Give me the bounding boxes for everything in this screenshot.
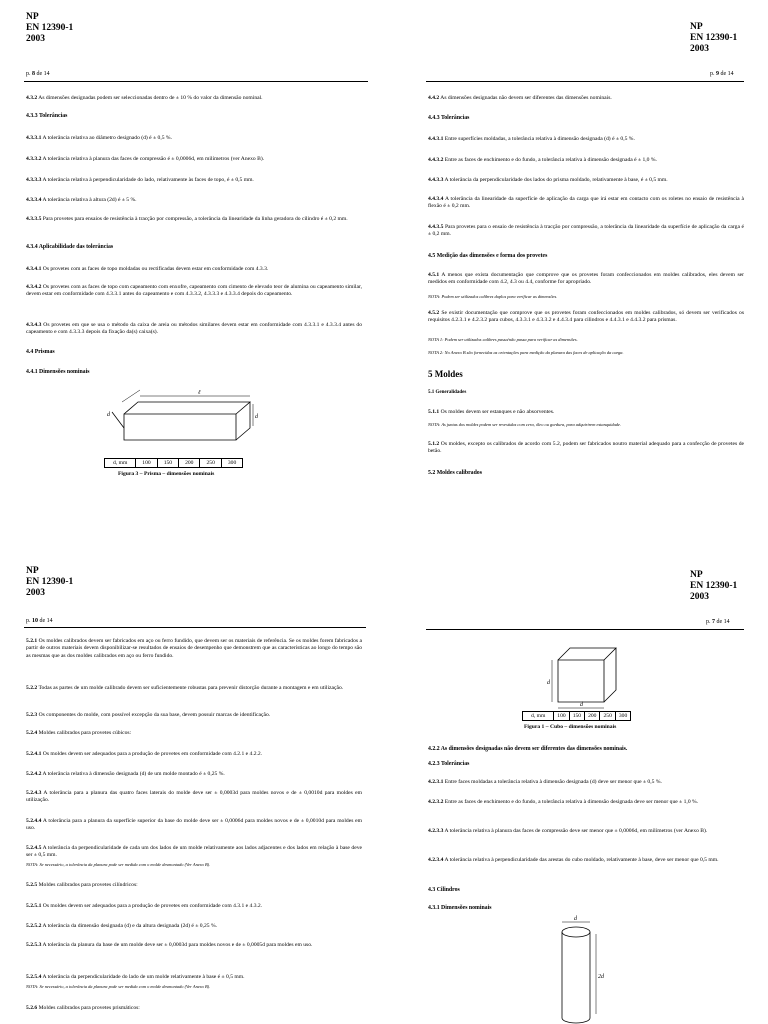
header-standard: EN 12390-1 bbox=[690, 33, 738, 43]
clause-5-2-4: 5.2.4 Moldes calibrados para provetes cúbicos: bbox=[26, 730, 132, 736]
page-header bbox=[690, 22, 737, 55]
header-standard: EN 12390-1 bbox=[26, 577, 74, 587]
cylinder-figure bbox=[552, 914, 612, 1024]
clause-4-3-3-2: 4.3.3.2 A tolerância relativa à planura das faces de compressão é ± 0,0006d, em milímetros (ver Anexo B). bbox=[26, 156, 265, 162]
page-header bbox=[26, 566, 73, 599]
clause-4-3-3-1: 4.3.3.1 A tolerância relativa ao diâmetro designado (d) é ± 0,5 %. bbox=[26, 135, 172, 141]
note-4-5-1: NOTA: Podem ser utilizados calibres duplos para verificar as dimensões. bbox=[428, 294, 558, 299]
page-number: p. 7 de 14 bbox=[706, 619, 730, 625]
page-number: p. 9 de 14 bbox=[710, 71, 734, 77]
table-cell: 150 bbox=[569, 712, 584, 721]
page-8 bbox=[0, 0, 384, 512]
page-number: p. 10 de 14 bbox=[26, 618, 53, 624]
clause-5-2-5-1: 5.2.5.1 Os moldes devem ser adequados para a produção de provetes em conformidade com 4.3.1 e 4.3.2. bbox=[26, 903, 263, 909]
header-rule bbox=[24, 627, 366, 628]
table-cell: d, mm bbox=[523, 712, 554, 721]
header-year: 2003 bbox=[690, 592, 709, 602]
table-cell: 150 bbox=[157, 459, 178, 468]
clause-4-2-3-3: 4.2.3.3 A tolerância relativa à planura das faces de compressão deve ser menor que ± 0,0006d, em milímetros (ver Anexo B). bbox=[428, 828, 708, 834]
clause-4-3-4-1: 4.3.4.1 Os provetes com as faces de topo moldadas ou rectificadas devem estar em conformidade com 4.3.3. bbox=[26, 266, 269, 272]
clause-5-2-5: 5.2.5 Moldes calibrados para provetes cilíndricos: bbox=[26, 882, 138, 888]
clause-5-1-2: 5.1.2 Os moldes, excepto os calibrados de acordo com 5.2, podem ser fabricados noutro material adequado para a confecção de provetes de betão. bbox=[428, 441, 744, 455]
table-cell: 100 bbox=[554, 712, 569, 721]
clause-5-1-1: 5.1.1 Os moldes devem ser estanques e não absorventes. bbox=[428, 409, 555, 415]
page-header bbox=[26, 12, 73, 45]
heading-4-2-3: 4.2.3 Tolerâncias bbox=[428, 761, 470, 767]
clause-4-3-3-3: 4.3.3.3 A tolerância relativa à perpendicularidade do lado, relativamente às faces de topo, é ± 0,5 mm. bbox=[26, 177, 254, 183]
header-np: NP bbox=[26, 12, 39, 22]
page-header bbox=[690, 570, 737, 603]
clause-4-4-3-4: 4.4.3.4 A tolerância da linearidade da superfície de aplicação da carga que irá estar em contacto com os roletes no ensaio de resistência à flexão é ± 0,2 mm. bbox=[428, 196, 744, 210]
prism-dimensions-table bbox=[104, 458, 243, 468]
clause-5-2-4-5: 5.2.4.5 A tolerância da perpendicularidade de cada um dos lados de um molde relativamente aos lados adjacentes e dos lados em relação à base deve ser ± 0,5 mm. bbox=[26, 845, 362, 859]
header-np: NP bbox=[26, 566, 39, 576]
figure-3-caption: Figura 3 – Prisma – dimensões nominais bbox=[118, 471, 215, 477]
clause-5-2-3: 5.2.3 Os componentes do molde, com possível excepção da sua base, devem possuir marcas de identificação. bbox=[26, 712, 271, 718]
prism-label-length: ℓ bbox=[198, 390, 201, 396]
cube-label-d-bottom: d bbox=[580, 702, 583, 708]
header-rule bbox=[24, 81, 368, 82]
clause-4-4-3-2: 4.4.3.2 Entre as faces de enchimento e do fundo, a tolerância relativa à dimensão designada é ± 1,0 %. bbox=[428, 157, 657, 163]
page-number: p. 8 de 14 bbox=[26, 71, 50, 77]
heading-5-1: 5.1 Generalidades bbox=[428, 390, 467, 395]
heading-4-5: 4.5 Medição das dimensões e forma dos provetes bbox=[428, 253, 548, 259]
clause-5-2-4-1: 5.2.4.1 Os moldes devem ser adequados para a produção de provetes em conformidade com 4.2.1 e 4.2.2. bbox=[26, 751, 263, 757]
prism-label-d-side: d bbox=[255, 414, 258, 420]
cylinder-label-2d: 2d bbox=[598, 974, 604, 980]
clause-5-2-5-2: 5.2.5.2 A tolerância da dimensão designada (d) e da altura designada (2d) é ± 0,25 %. bbox=[26, 923, 218, 929]
heading-4-3-1: 4.3.1 Dimensões nominais bbox=[428, 905, 492, 911]
header-year: 2003 bbox=[690, 44, 709, 54]
clause-4-4-3-5: 4.4.3.5 Para provetes para o ensaio de resistência à tracção por compressão, a tolerância da linearidade da superfície de aplicação da carga é ± 0,2 mm. bbox=[428, 224, 744, 238]
clause-5-2-1: 5.2.1 Os moldes calibrados devem ser fabricados em aço ou ferro fundido, que devem ser os materiais de referência. Se os moldes forem fabricados a partir de outros materiais devem disponibilizar-se resultados de ensaios de desempenho que demonstrem que as características ao longo do tempo são as mesmas que as dos moldes calibrados em aço ou ferro fundido. bbox=[26, 638, 362, 659]
heading-5-moldes: 5 Moldes bbox=[428, 369, 463, 379]
cube-figure bbox=[544, 640, 644, 712]
header-year: 2003 bbox=[26, 588, 45, 598]
page-9 bbox=[384, 0, 768, 512]
note-4-5-2-2: NOTA 2: No Anexo B são fornecidas as orientações para medição da planura das faces de aplicação da carga. bbox=[428, 350, 624, 355]
heading-4-4-1: 4.4.1 Dimensões nominais bbox=[26, 369, 90, 375]
header-rule bbox=[426, 629, 744, 630]
note-4-5-2-1: NOTA 1: Podem ser utilizados calibres passa/não passa para verificar as dimensões. bbox=[428, 337, 578, 342]
page-7 bbox=[384, 512, 768, 1024]
clause-4-2-3-1: 4.2.3.1 Entre faces moldadas a tolerância relativa à dimensão designada (d) deve ser menor que ± 0,5 %. bbox=[428, 779, 662, 785]
header-np: NP bbox=[690, 570, 703, 580]
clause-4-5-2: 4.5.2 Se existir documentação que comprove que os provetes foram confeccionados em moldes calibrados, só devem ser verificados os requisitos 4.2.3.1 e 4.2.3.2 para cubos, 4.3.3.1 e 4.3.3.2 e 4.4.3.4 para cilindros e 4.4.3.1 e 4.4.3.2 para prismas. bbox=[428, 310, 744, 324]
heading-4-3-3: 4.3.3 Tolerâncias bbox=[26, 113, 68, 119]
clause-4-4-3-3: 4.4.3.3 A tolerância da perpendicularidade dos lados do prisma moldado, relativamente à base, é ± 0,5 mm. bbox=[428, 177, 668, 183]
cube-label-d-side: d bbox=[547, 680, 550, 686]
heading-4-3: 4.3 Cilindros bbox=[428, 887, 460, 893]
clause-4-3-4-3: 4.3.4.3 Os provetes em que se usa o método da caixa de areia ou métodos similares devem estar em conformidade com 4.3.3.1 e 4.3.3.4 antes do capeamento e com 4.3.3.3 depois da fixação da(s) caixa(s). bbox=[26, 322, 362, 336]
clause-5-2-4-4: 5.2.4.4 A tolerância para a planura da superfície superior da base do molde deve ser ± 0,0006d para moldes novos e de ± 0,0010d para moldes em uso. bbox=[26, 818, 362, 832]
clause-4-3-2: 4.3.2 As dimensões designadas podem ser seleccionadas dentro de ± 10 % do valor da dimensão nominal. bbox=[26, 95, 263, 101]
table-cell: 200 bbox=[179, 459, 200, 468]
table-cell: 100 bbox=[136, 459, 157, 468]
table-cell: 250 bbox=[200, 459, 221, 468]
clause-5-2-4-3: 5.2.4.3 A tolerância para a planura das quatro faces laterais do molde deve ser ± 0,0003d para moldes novos e de ± 0,0010d para moldes em utilização. bbox=[26, 790, 362, 804]
page-10 bbox=[0, 512, 384, 1024]
heading-5-2: 5.2 Moldes calibrados bbox=[428, 470, 482, 476]
header-year: 2003 bbox=[26, 34, 45, 44]
clause-5-2-5-4: 5.2.5.4 A tolerância da perpendicularidade do lado de um molde relativamente à base é ± 0,5 mm. bbox=[26, 974, 245, 980]
heading-4-3-4: 4.3.4 Aplicabilidade das tolerâncias bbox=[26, 244, 114, 250]
clause-4-4-3-1: 4.4.3.1 Entre superfícies moldadas, a tolerância relativa à dimensão designada (d) é ± 0,5 %. bbox=[428, 136, 635, 142]
table-cell: 300 bbox=[615, 712, 630, 721]
heading-4-4-3: 4.4.3 Tolerâncias bbox=[428, 115, 470, 121]
table-cell: 200 bbox=[585, 712, 600, 721]
table-cell: d, mm bbox=[105, 459, 136, 468]
note-5-2-4-5: NOTA: Se necessário, a tolerância da planura pode ser medida com o molde desmontado (Ver Anexo B). bbox=[26, 862, 211, 867]
clause-5-2-2: 5.2.2 Todas as partes de um molde calibrado devem ser suficientemente robustas para prevenir distorção durante a montagem e em utilização. bbox=[26, 685, 344, 691]
cube-dimensions-table bbox=[522, 711, 631, 721]
clause-5-2-6: 5.2.6 Moldes calibrados para provetes prismáticos: bbox=[26, 1005, 140, 1011]
clause-4-4-2: 4.4.2 As dimensões designadas não devem ser diferentes das dimensões nominais. bbox=[428, 95, 612, 101]
prism-figure bbox=[100, 388, 280, 458]
clause-4-2-2: 4.2.2 As dimensões designadas não devem ser diferentes das dimensões nominais. bbox=[428, 746, 628, 752]
clause-5-2-4-2: 5.2.4.2 A tolerância relativa à dimensão designada (d) de um molde montado é ± 0,25 %. bbox=[26, 771, 225, 777]
clause-4-3-3-4: 4.3.3.4 A tolerância relativa à altura (2d) é ± 5 %. bbox=[26, 197, 137, 203]
table-cell: 300 bbox=[221, 459, 242, 468]
header-standard: EN 12390-1 bbox=[690, 581, 738, 591]
clause-5-2-5-3: 5.2.5.3 A tolerância da planura da base de um molde deve ser ± 0,0003d para moldes novos e de ± 0,0005d para moldes em uso. bbox=[26, 942, 313, 948]
clause-4-2-3-2: 4.2.3.2 Entre as faces de enchimento e do fundo, a tolerância relativa à dimensão designada deve ser menor que ± 1,0 %. bbox=[428, 799, 699, 805]
cylinder-label-d: d bbox=[574, 916, 577, 922]
prism-label-d: d bbox=[107, 412, 110, 418]
table-cell: 250 bbox=[600, 712, 615, 721]
clause-4-2-3-4: 4.2.3.4 A tolerância relativa à perpendicularidade das arestas do cubo moldado, relativamente à base, deve ser menor que 0,5 mm. bbox=[428, 857, 719, 863]
header-rule bbox=[426, 81, 744, 82]
header-standard: EN 12390-1 bbox=[26, 23, 74, 33]
note-5-2-5-4: NOTA: Se necessário, a tolerância da planura pode ser medida com o molde desmontado (Ver Anexo B). bbox=[26, 984, 211, 989]
note-5-1-1: NOTA: As juntas dos moldes podem ser revestidas com cera, óleo ou gordura, para adquirirem estanquidade. bbox=[428, 422, 622, 427]
heading-4-4: 4.4 Prismas bbox=[26, 349, 55, 355]
clause-4-5-1: 4.5.1 A menos que exista documentação que comprove que os provetes foram confeccionados em moldes calibrados, eles devem ser medidos em conformidade com 4.2, 4.3 ou 4.4, conforme for apropriado. bbox=[428, 272, 744, 286]
clause-4-3-4-2: 4.3.4.2 Os provetes com as faces de topo com capeamento com enxofre, capeamento com cimento de elevado teor de alumina ou capeamento similar, devem estar em conformidade com 4.3.3.1 antes do capeamento e com 4.3.3.2, 4.3.3.3 e 4.3.3.4 depois do capeamento. bbox=[26, 284, 362, 298]
header-np: NP bbox=[690, 22, 703, 32]
figure-1-caption: Figura 1 – Cubo – dimensões nominais bbox=[524, 724, 617, 730]
clause-4-3-3-5: 4.3.3.5 Para provetes para ensaios de resistência à tracção por compressão, a tolerância da linearidade da linha geradora do cilindro é ± 0,2 mm. bbox=[26, 216, 348, 222]
